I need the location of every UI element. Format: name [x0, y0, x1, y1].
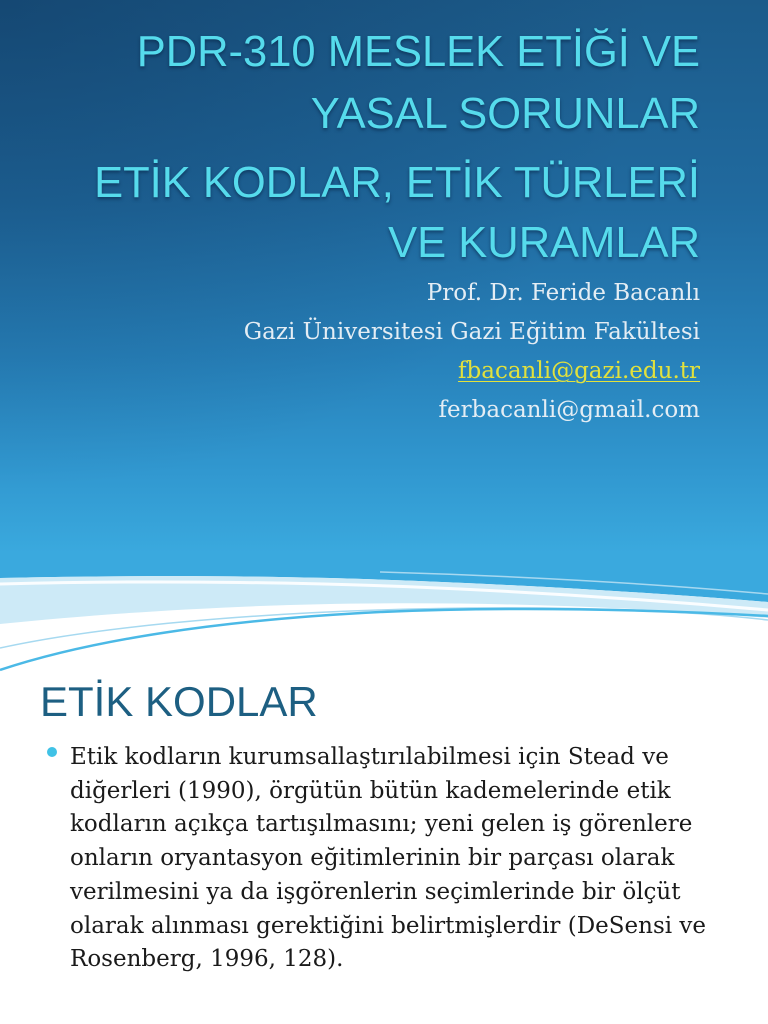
- subtitle-block: [244, 274, 700, 430]
- bullet-text: Etik kodların kurumsallaştırılabilmesi için Stead ve diğerleri (1990), örgütün bütün kademelerinde etik kodların açıkça tartışılmasını; yeni gelen iş görenlere onların oryantasyon eğitimlerinin bir parçası olarak verilmesini ya da işgörenlerin seçimlerinde bir ölçüt olarak alınması gerektiğini belirtmişlerdir (DeSensi ve Rosenberg, 1996, 128).: [70, 744, 707, 973]
- author-name: Prof. Dr. Feride Bacanlı: [426, 280, 700, 306]
- email-link-row: [244, 352, 700, 391]
- title-paragraph-1: PDR-310 MESLEK ETİĞİ VE YASAL SORUNLAR: [136, 28, 700, 138]
- email-link[interactable]: fbacanli@gazi.edu.tr: [458, 358, 700, 384]
- affiliation: Gazi Üniversitesi Gazi Eğitim Fakültesi: [243, 319, 700, 345]
- bullet-dot-icon: [47, 747, 57, 757]
- email-secondary: ferbacanli@gmail.com: [438, 397, 700, 423]
- slide-heading: ETİK KODLAR: [40, 678, 318, 725]
- bullet-item: [0, 741, 768, 981]
- header-wave-decoration: [0, 560, 768, 672]
- title-paragraph-2: ETİK KODLAR, ETİK TÜRLERİ VE KURAMLAR: [94, 159, 700, 267]
